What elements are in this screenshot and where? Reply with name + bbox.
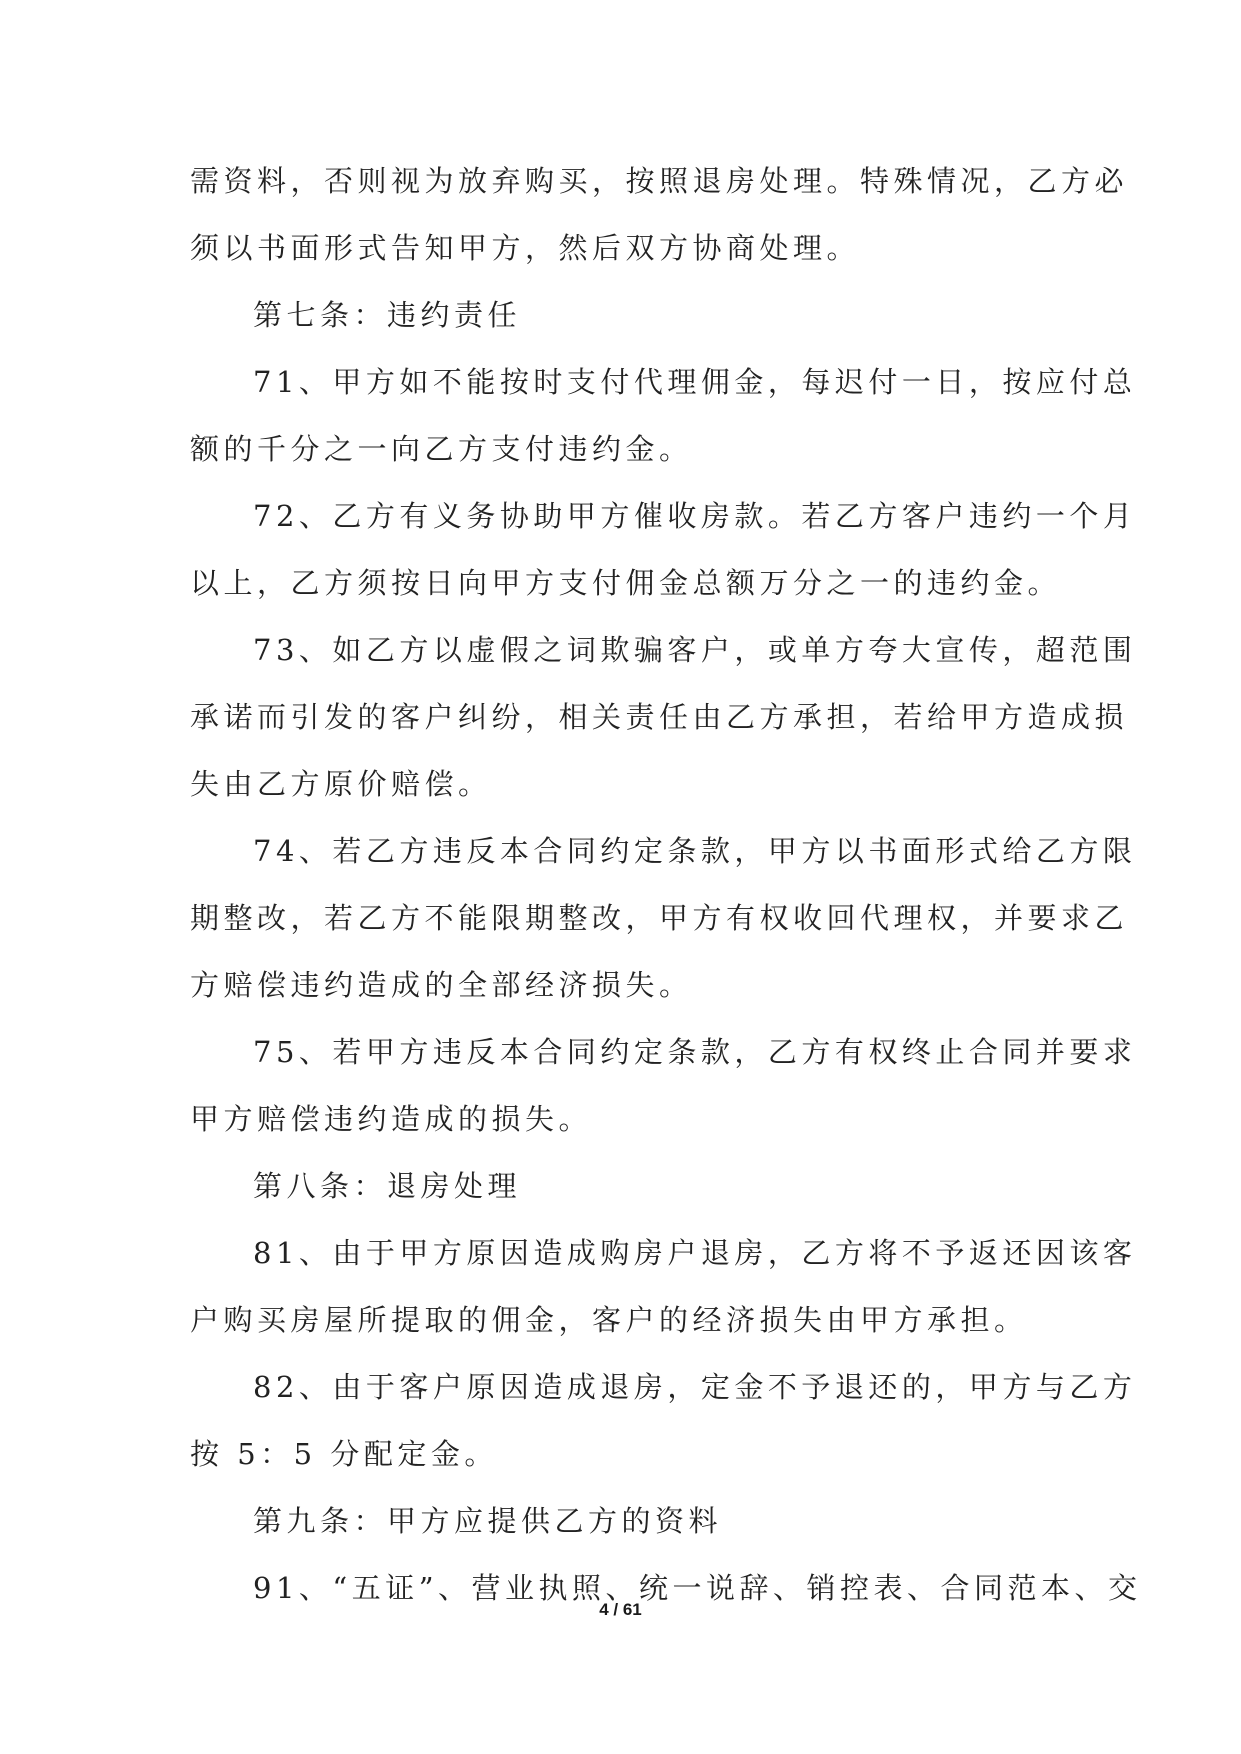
text-line-15: 甲方赔偿违约造成的损失。	[190, 1102, 593, 1136]
text-line-6: 72、乙方有义务协助甲方催收房款。若乙方客户违约一个月	[253, 499, 1137, 533]
text-line-22: 91、“五证”、营业执照、统一说辞、销控表、合同范本、交	[253, 1571, 1142, 1605]
text-line-11: 74、若乙方违反本合同约定条款，甲方以书面形式给乙方限	[253, 834, 1137, 868]
text-line-9: 承诺而引发的客户纠纷，相关责任由乙方承担，若给甲方造成损	[190, 700, 1129, 734]
document-body	[190, 148, 1142, 1622]
section-heading-article-7: 第七条：违约责任	[253, 298, 522, 332]
text-line-4: 71、甲方如不能按时支付代理佣金，每迟付一日，按应付总	[253, 365, 1137, 399]
text-line-12: 期整改，若乙方不能限期整改，甲方有权收回代理权，并要求乙	[190, 901, 1129, 935]
text-line-20: 按 5：5 分配定金。	[190, 1437, 498, 1471]
text-line-5: 额的千分之一向乙方支付违约金。	[190, 432, 693, 466]
text-line-7: 以上，乙方须按日向甲方支付佣金总额万分之一的违约金。	[190, 566, 1062, 600]
text-line-13: 方赔偿违约造成的全部经济损失。	[190, 968, 693, 1002]
section-heading-article-8: 第八条：退房处理	[253, 1169, 522, 1203]
text-line-10: 失由乙方原价赔偿。	[190, 767, 492, 801]
text-line-1: 需资料，否则视为放弃购买，按照退房处理。特殊情况，乙方必	[190, 164, 1129, 198]
page-number: 4 / 61	[599, 1600, 642, 1619]
text-line-14: 75、若甲方违反本合同约定条款，乙方有权终止合同并要求	[253, 1035, 1137, 1069]
text-line-2: 须以书面形式告知甲方，然后双方协商处理。	[190, 231, 861, 265]
text-line-19: 82、由于客户原因造成退房，定金不予退还的，甲方与乙方	[253, 1370, 1137, 1404]
text-line-8: 73、如乙方以虚假之词欺骗客户，或单方夸大宣传，超范围	[253, 633, 1137, 667]
text-line-17: 81、由于甲方原因造成购房户退房，乙方将不予返还因该客	[253, 1236, 1137, 1270]
text-line-18: 户购买房屋所提取的佣金，客户的经济损失由甲方承担。	[190, 1303, 1028, 1337]
section-heading-article-9: 第九条：甲方应提供乙方的资料	[253, 1504, 723, 1538]
